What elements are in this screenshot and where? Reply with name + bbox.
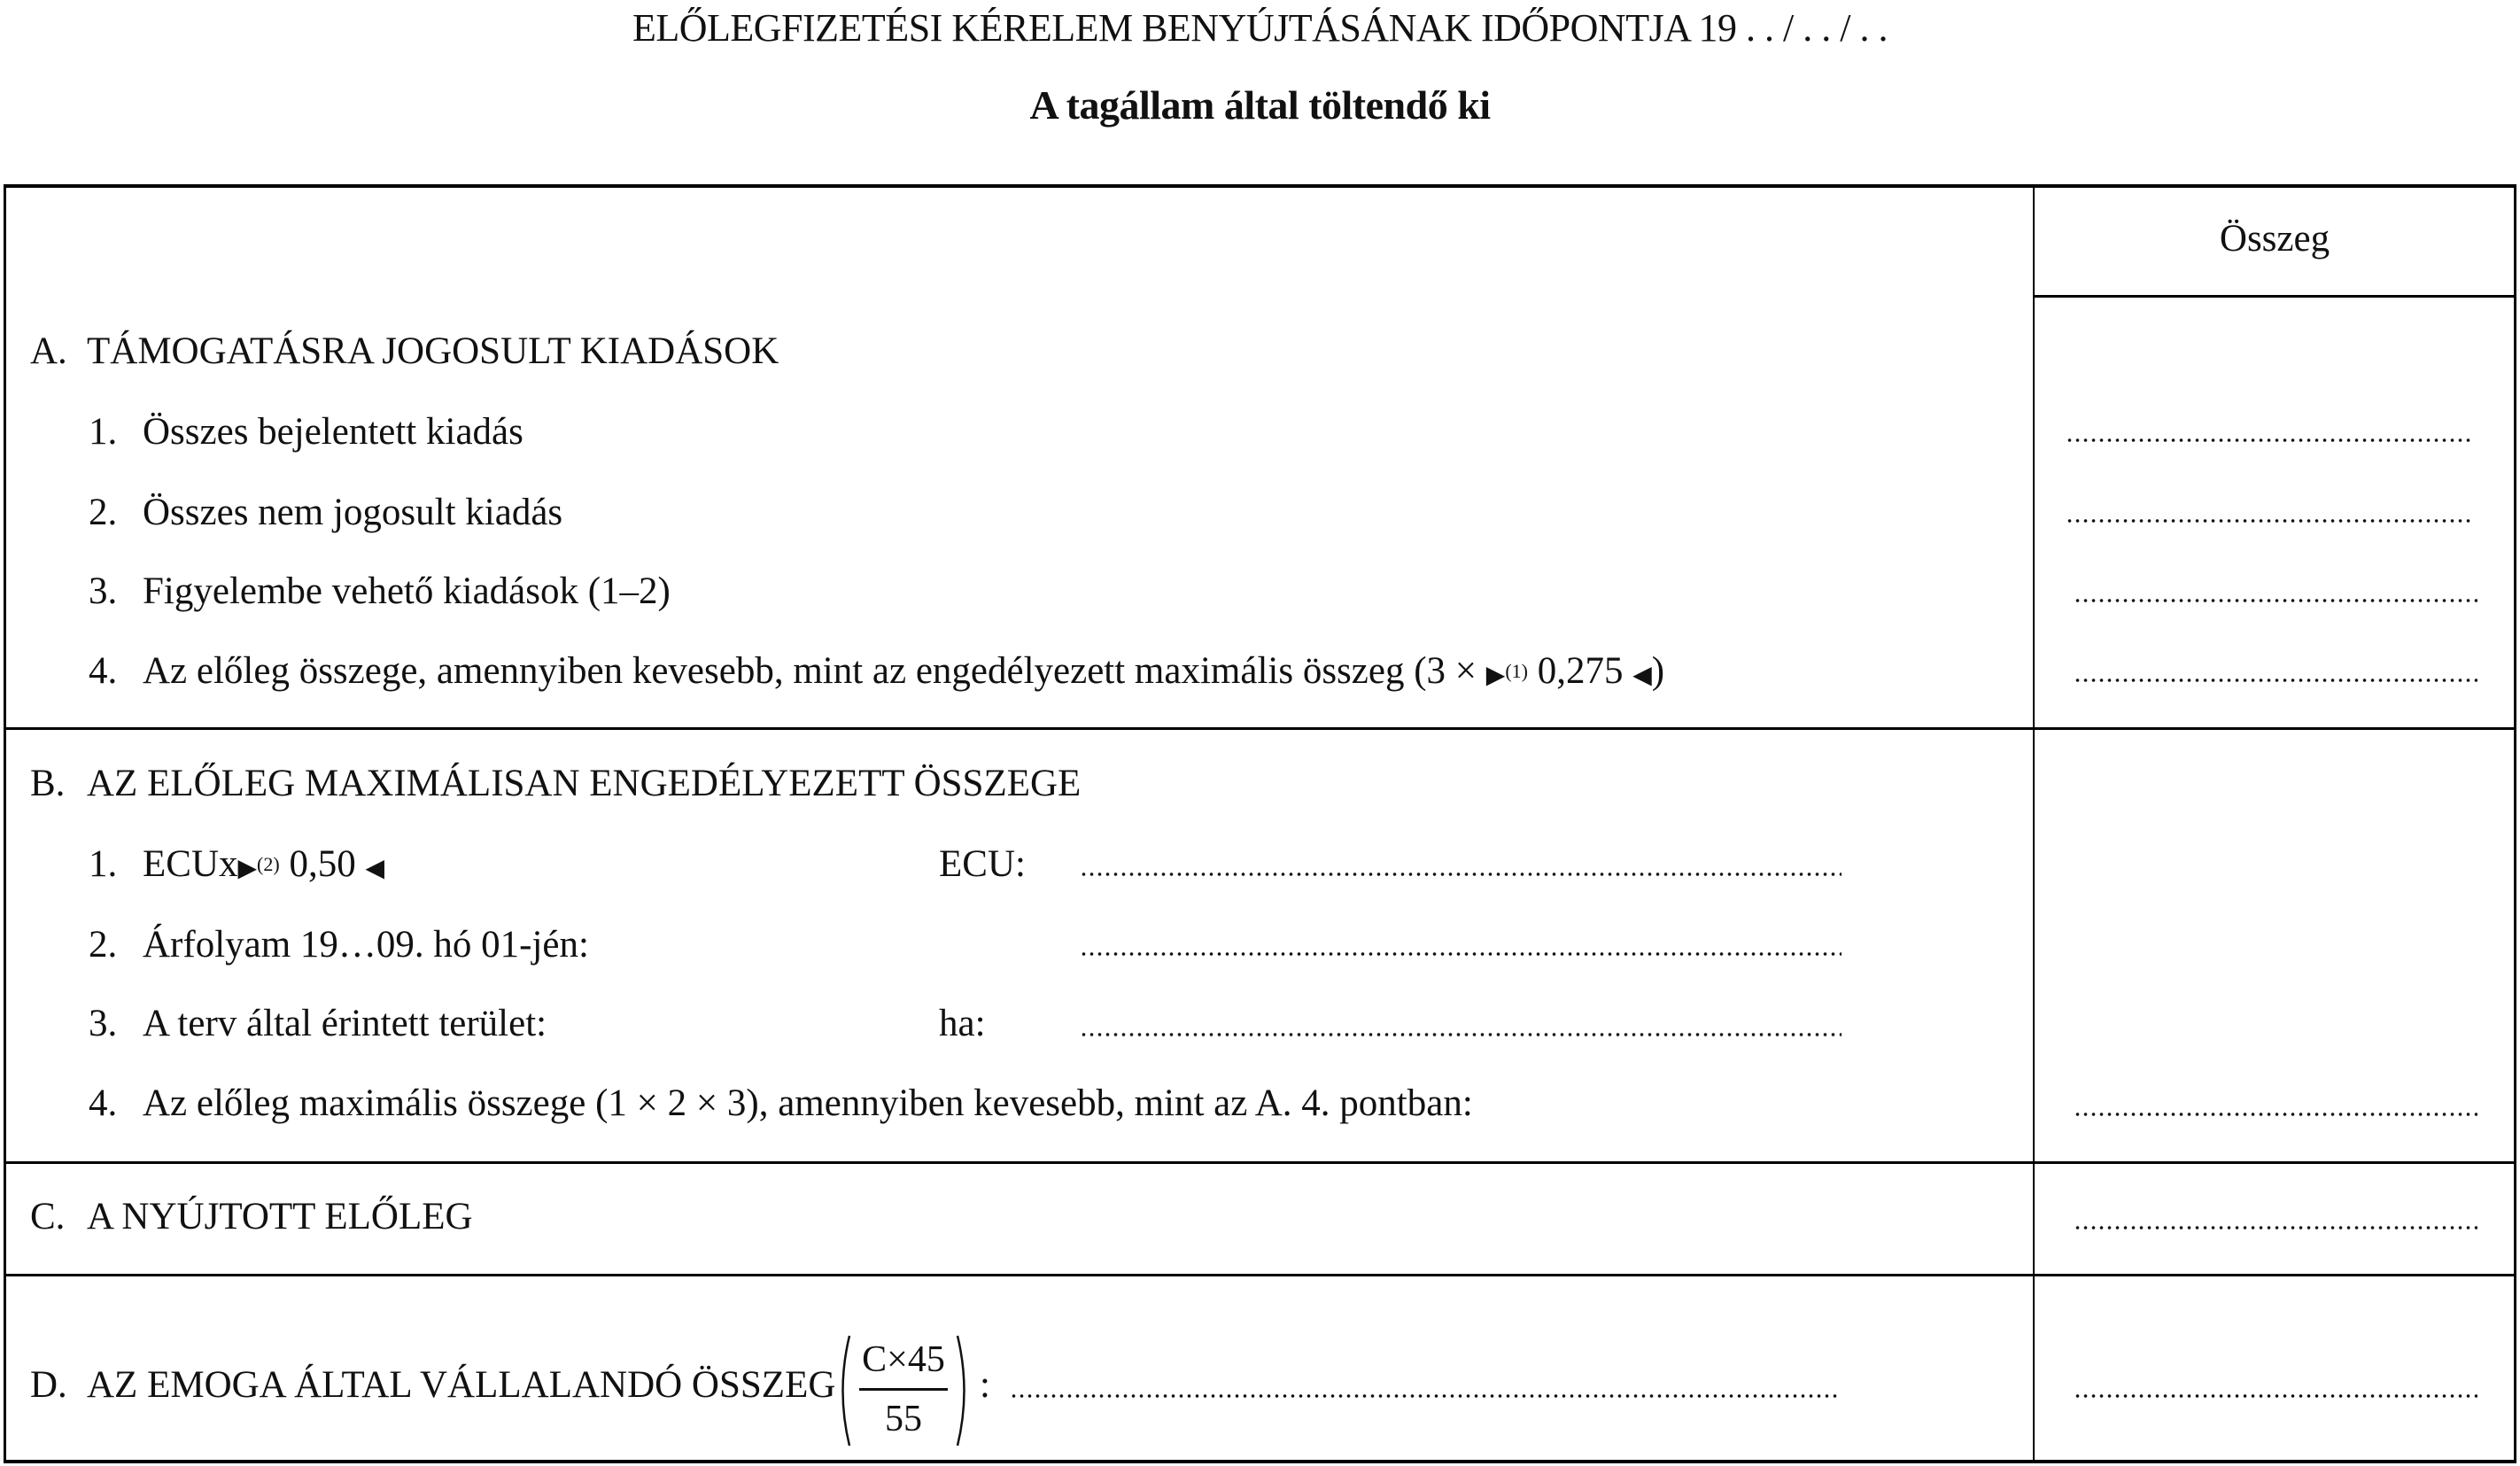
a1-amount-field[interactable] — [2066, 438, 2471, 443]
form-title: ELŐLEGFIZETÉSI KÉRELEM BENYÚJTÁSÁNAK IDŐPONTJA 19 . . / . . / . . — [632, 6, 1888, 50]
column-divider — [2033, 184, 2035, 1463]
section-c-title: A NYÚJTOTT ELŐLEG — [87, 1196, 473, 1237]
section-b-letter: B. — [30, 763, 66, 804]
left-triangle-icon: ◀ — [1632, 662, 1652, 689]
left-paren — [834, 1333, 852, 1448]
b1-text — [143, 842, 384, 887]
header-divider — [2034, 295, 2516, 298]
form-subtitle: A tagállam által töltendő ki — [1029, 82, 1491, 128]
d-amount-field[interactable] — [2074, 1393, 2477, 1399]
b2-text: Árfolyam 19…09. hó 01-jén: — [143, 924, 589, 966]
b4-amount-field[interactable] — [2074, 1112, 2477, 1117]
amount-header: Összeg — [2219, 218, 2330, 260]
a4-text — [143, 649, 1664, 694]
a4-text-main: Az előleg összege, amennyiben kevesebb, mint az engedélyezett maximális összeg (3 × — [143, 650, 1477, 692]
a3-text: Figyelembe vehető kiadások (1–2) — [143, 570, 671, 612]
fraction-formula — [833, 1333, 974, 1448]
b3-unit: ha: — [939, 1003, 986, 1044]
b2-num: 2. — [89, 924, 118, 966]
divider-b-c — [4, 1161, 2516, 1164]
fraction-numerator: C×45 — [862, 1339, 945, 1380]
section-b-title: AZ ELŐLEG MAXIMÁLISAN ENGEDÉLYEZETT ÖSSZEGE — [87, 763, 1082, 804]
b3-text: A terv által érintett terület: — [143, 1003, 547, 1044]
b2-rate-field[interactable] — [1080, 951, 1842, 957]
divider-c-d — [4, 1274, 2516, 1276]
section-c-letter: C. — [30, 1196, 66, 1237]
a3-amount-field[interactable] — [2074, 598, 2477, 603]
right-paren — [955, 1333, 973, 1448]
d-colon: : — [980, 1364, 990, 1406]
b3-area-field[interactable] — [1080, 1032, 1842, 1037]
a2-text: Összes nem jogosult kiadás — [143, 492, 563, 533]
b4-text: Az előleg maximális összege (1 × 2 × 3), amennyiben kevesebb, mint az A. 4. pontban: — [143, 1082, 1473, 1124]
b1-value: 0,50 — [289, 843, 356, 885]
a2-num: 2. — [89, 492, 118, 533]
table-border-right — [2514, 184, 2516, 1463]
section-a-letter: A. — [30, 330, 67, 372]
a4-value: 0,275 — [1537, 650, 1624, 692]
a4-footnote-marker: (1) — [1505, 660, 1528, 682]
table-border-left — [4, 184, 6, 1463]
b4-num: 4. — [89, 1082, 118, 1124]
right-triangle-icon: ▶ — [1485, 662, 1506, 689]
a4-amount-field[interactable] — [2074, 678, 2477, 683]
c-amount-field[interactable] — [2074, 1225, 2477, 1230]
a2-amount-field[interactable] — [2066, 518, 2471, 524]
d-formula-field[interactable] — [1010, 1393, 1841, 1399]
section-d-letter: D. — [30, 1364, 67, 1406]
table-border-bottom — [4, 1460, 2516, 1463]
section-a-title: TÁMOGATÁSRA JOGOSULT KIADÁSOK — [87, 330, 779, 372]
fraction-denominator: 55 — [885, 1399, 922, 1439]
fraction-bar — [859, 1388, 948, 1391]
a1-num: 1. — [89, 411, 118, 453]
b1-footnote-marker: (2) — [257, 853, 280, 875]
divider-a-b — [4, 727, 2516, 730]
section-d-title: AZ EMOGA ÁLTAL VÁLLALANDÓ ÖSSZEG — [87, 1364, 836, 1406]
right-triangle-icon: ▶ — [237, 855, 258, 882]
a4-tail: ) — [1651, 650, 1665, 692]
left-triangle-icon: ◀ — [365, 855, 384, 882]
a4-num: 4. — [89, 650, 118, 692]
b1-num: 1. — [89, 843, 118, 885]
b1-text-main: ECUx — [143, 843, 238, 885]
b1-ecu-field[interactable] — [1080, 872, 1842, 877]
a1-text: Összes bejelentett kiadás — [143, 411, 523, 453]
b1-unit: ECU: — [939, 843, 1026, 885]
b3-num: 3. — [89, 1003, 118, 1044]
table-border-top — [4, 184, 2516, 188]
a3-num: 3. — [89, 570, 118, 612]
